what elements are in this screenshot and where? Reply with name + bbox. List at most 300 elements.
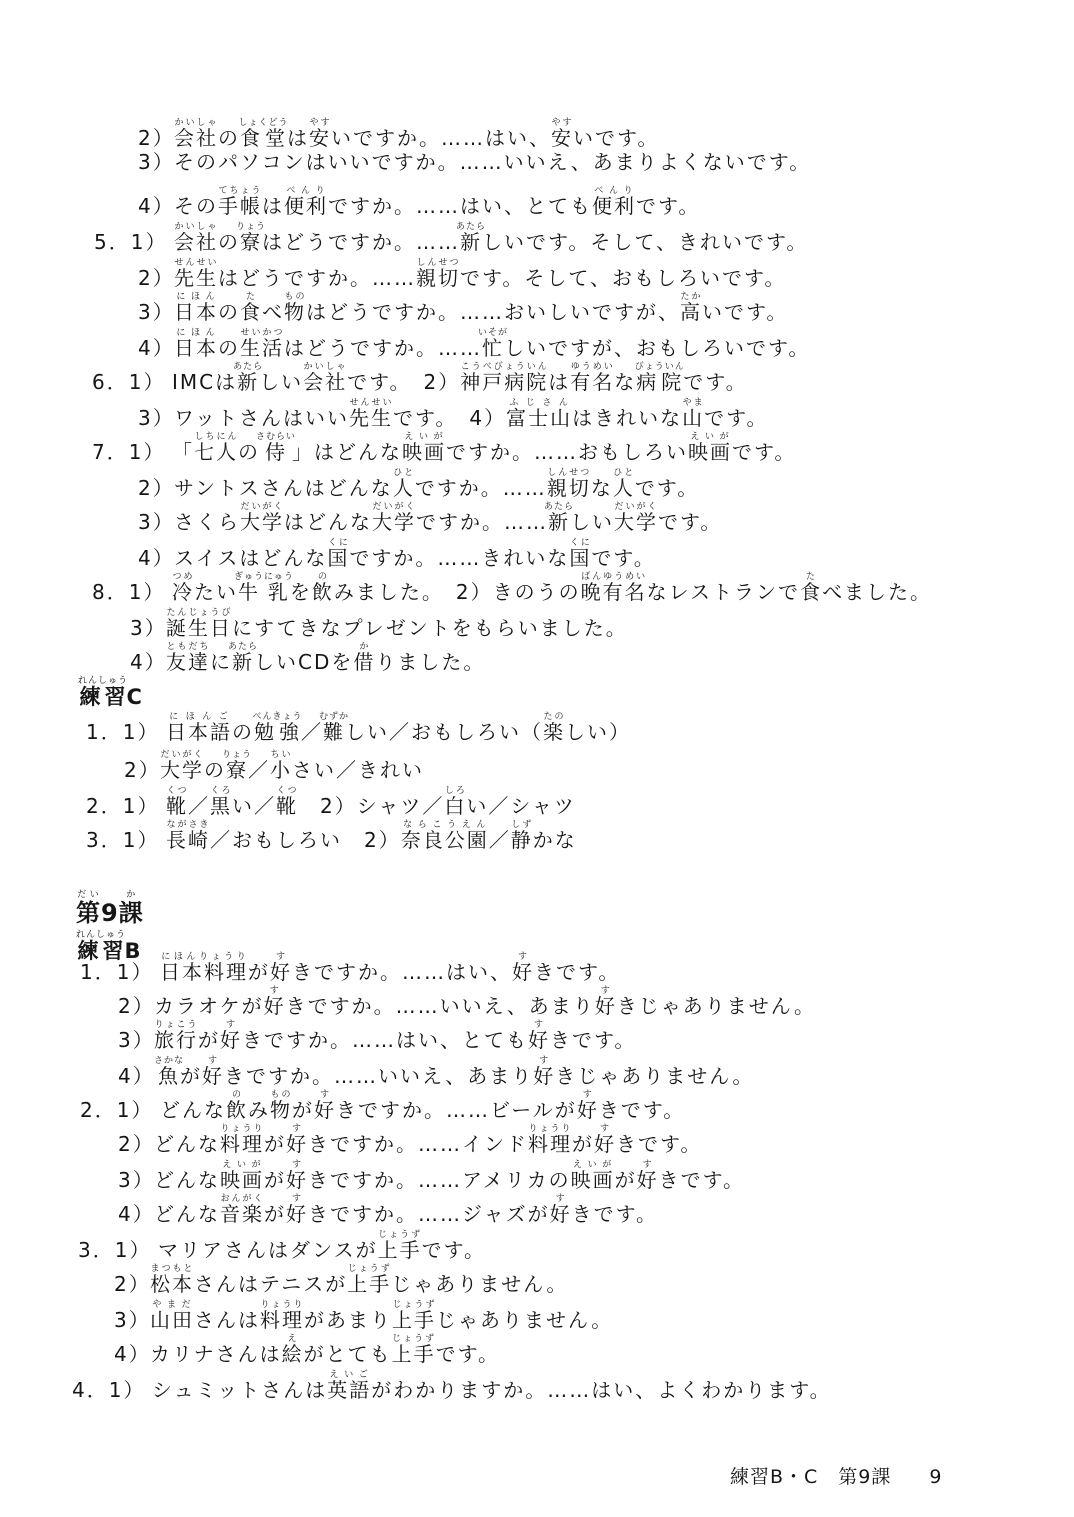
furigana-reading: あたら: [456, 222, 487, 232]
furigana-reading: りょこう: [154, 1020, 198, 1030]
furigana-word: 好す: [286, 1124, 308, 1156]
exercise-line: [130, 608, 628, 640]
exercise-line: [118, 1020, 637, 1052]
furigana-reading: りょうり: [528, 1124, 572, 1134]
furigana-word: 会社かいしゃ: [303, 362, 348, 394]
furigana-reading: えいが: [402, 432, 446, 442]
item-number: 1．1）: [80, 960, 154, 984]
furigana-reading: かいしゃ: [303, 362, 348, 372]
furigana-reading: くに: [569, 538, 592, 548]
furigana-word: 大学だいがく: [372, 502, 416, 534]
furigana-reading: じょうず: [347, 1264, 392, 1274]
furigana-word: 人ひと: [612, 468, 635, 500]
furigana-reading: くに: [327, 538, 350, 548]
exercise-line: [138, 152, 811, 176]
item-number: 5．1）: [94, 230, 168, 254]
furigana-reading: べんきょう: [252, 712, 303, 722]
exercise-line: [118, 986, 817, 1018]
item-text: IMCは新あたらしい会社かいしゃです。 2）神戸病院こうべびょういんは有名ゆうめいな病院びょういんです。: [172, 362, 748, 394]
furigana-word: 黒くろ: [210, 786, 232, 818]
item-number: 2．1）: [80, 1098, 154, 1122]
furigana-reading: りょう: [222, 750, 253, 760]
furigana-reading: りょうり: [260, 1300, 304, 1310]
item-number: 3）: [114, 1308, 151, 1332]
item-text: 大学だいがくの寮りょう／小ちいさい／きれい: [160, 750, 424, 782]
furigana-word: 大学だいがく: [614, 502, 658, 534]
furigana-reading: えいご: [327, 1370, 372, 1380]
exercise-line: [138, 398, 769, 430]
exercise-line: [86, 786, 576, 818]
furigana-word: 映画えいが: [570, 1160, 615, 1192]
heading-practice-b: 練習れんしゅうB: [76, 930, 142, 963]
furigana-word: 映画えいが: [688, 432, 732, 464]
furigana-word: 会社かいしゃ: [174, 118, 218, 150]
furigana-word: 忙いそが: [478, 328, 509, 360]
exercise-line: [114, 1300, 614, 1332]
furigana-word: 映画えいが: [220, 1160, 264, 1192]
furigana-word: 安やす: [551, 118, 574, 150]
furigana-reading: にほん: [174, 328, 218, 338]
furigana-word: 白しろ: [444, 786, 467, 818]
furigana-reading: す: [286, 1160, 308, 1170]
furigana-word: 寮りょう: [236, 222, 267, 254]
item-number: 3）: [138, 406, 175, 430]
furigana-word: 旅行りょこう: [154, 1020, 198, 1052]
furigana-word: 好す: [549, 1194, 572, 1226]
furigana-reading: ひと: [612, 468, 635, 478]
furigana-word: 新あたら: [456, 222, 487, 254]
furigana-word: 好す: [286, 1160, 308, 1192]
furigana-reading: しちにん: [194, 432, 238, 442]
furigana-word: 有名ゆうめい: [602, 572, 647, 604]
exercise-line: [118, 1194, 659, 1226]
furigana-word: 料理りょうり: [528, 1124, 572, 1156]
furigana-word: 人ひと: [392, 468, 415, 500]
item-number: 8．1）: [92, 580, 166, 604]
furigana-word: 大学だいがく: [240, 502, 284, 534]
item-number: 4）: [118, 1064, 155, 1088]
item-text: どんな飲のみ物ものが好すきですか。……ビールが好すきです。: [160, 1090, 686, 1122]
furigana-reading: かいしゃ: [174, 222, 218, 232]
furigana-word: 絵え: [281, 1334, 304, 1366]
furigana-word: 神戸病院こうべびょういん: [460, 362, 549, 394]
furigana-word: 新あたら: [228, 642, 259, 674]
furigana-reading: だいがく: [240, 502, 284, 512]
exercise-line: [92, 362, 748, 394]
item-number: 3）: [138, 300, 175, 324]
furigana-word: 大学だいがく: [160, 750, 204, 782]
item-text: サントスさんはどんな人ひとですか。……親切しんせつな人ひとです。: [174, 468, 700, 500]
item-text: 日本語にほんごの勉強べんきょう／難むずかしい／おもしろい（楽たのしい）: [166, 712, 632, 744]
furigana-reading: こうべびょういん: [460, 362, 549, 372]
furigana-word: 好す: [202, 1056, 224, 1088]
furigana-reading: た: [240, 292, 262, 302]
furigana-word: 好す: [286, 1194, 308, 1226]
item-text: 冷つめたい牛乳ぎゅうにゅうを飲のみました。 2）きのうの晩ばん有名ゆうめいなレストランで食たべました。: [172, 572, 933, 604]
furigana-reading: たか: [680, 292, 702, 302]
furigana-reading: す: [314, 1090, 336, 1100]
item-number: 2）: [124, 758, 161, 782]
furigana-word: 勉強べんきょう: [252, 712, 303, 744]
furigana-word: 食た: [240, 292, 262, 324]
furigana-reading: りょう: [236, 222, 267, 232]
exercise-line: [138, 468, 700, 500]
furigana-word: 有名ゆうめい: [570, 362, 615, 394]
furigana-reading: た: [800, 572, 823, 582]
furigana-word: 会社かいしゃ: [174, 222, 218, 254]
furigana-word: 牛乳ぎゅうにゅう: [234, 572, 294, 604]
furigana-reading: さかな: [154, 1056, 185, 1066]
lesson-rb-dai: 第: [76, 899, 101, 927]
furigana-word: 国くに: [569, 538, 592, 570]
furigana-reading: じょうず: [377, 1230, 422, 1240]
furigana-reading: ゆうめい: [602, 572, 647, 582]
item-number: 4．1）: [72, 1378, 146, 1402]
furigana-reading: せんせい: [349, 398, 393, 408]
furigana-word: 好す: [270, 952, 292, 984]
item-number: 4）: [130, 650, 167, 674]
furigana-word: 好す: [263, 986, 286, 1018]
furigana-reading: やす: [551, 118, 573, 128]
furigana-word: 新あたら: [544, 502, 575, 534]
item-number: 3．1）: [86, 828, 160, 852]
item-number: 7．1）: [92, 440, 166, 464]
furigana-reading: す: [594, 1124, 616, 1134]
heading-rt: れんしゅう: [76, 930, 127, 940]
furigana-word: 誕生日たんじょうび: [166, 608, 232, 640]
exercise-line: [114, 1264, 569, 1296]
furigana-reading: くろ: [210, 786, 232, 796]
furigana-word: 先生せんせい: [174, 258, 218, 290]
furigana-reading: まつもと: [150, 1264, 194, 1274]
lesson-rb-ka: 課: [118, 899, 144, 927]
item-text: 先生せんせいはどうですか。……親切しんせつです。そして、おもしろいです。: [174, 258, 787, 290]
exercise-line: [124, 750, 424, 782]
furigana-reading: ゆうめい: [570, 362, 615, 372]
exercise-line: [78, 1230, 487, 1262]
furigana-reading: えいが: [220, 1160, 264, 1170]
item-text: 友達ともだちに新あたらしいCDを借かりました。: [166, 642, 486, 674]
furigana-word: 山やま: [682, 398, 705, 430]
exercise-line: [118, 1056, 755, 1088]
furigana-word: 国くに: [327, 538, 350, 570]
furigana-reading: す: [636, 1160, 659, 1170]
item-number: 1．1）: [86, 720, 160, 744]
furigana-reading: か: [353, 642, 376, 652]
item-text: 日本にほんの生活せいかつはどうですか。……忙いそがしいですが、おもしろいです。: [174, 328, 811, 360]
furigana-word: 便利べんり: [592, 186, 636, 218]
exercise-line: [94, 222, 809, 254]
furigana-word: 映画えいが: [402, 432, 446, 464]
furigana-reading: てちょう: [218, 186, 262, 196]
furigana-word: 好す: [594, 986, 617, 1018]
furigana-word: 安やす: [309, 118, 332, 150]
furigana-reading: しんせつ: [416, 258, 460, 268]
item-text: カラオケが好すきですか。……いいえ、あまり好すきじゃありません。: [154, 986, 817, 1018]
furigana-reading: むずか: [319, 712, 350, 722]
furigana-reading: だいがく: [372, 502, 416, 512]
furigana-reading: ともだち: [166, 642, 210, 652]
furigana-word: 小ちい: [270, 750, 292, 782]
exercise-line: [130, 642, 486, 674]
furigana-word: 新あたら: [233, 362, 264, 394]
item-number: 3）: [118, 1168, 155, 1192]
furigana-word: 難むずか: [319, 712, 350, 744]
furigana-word: 音楽おんがく: [220, 1194, 264, 1226]
exercise-line: [138, 328, 811, 360]
item-number: 3）: [118, 1028, 155, 1052]
item-text: どんな料理りょうりが好すきですか。……インド料理りょうりが好すきです。: [154, 1124, 703, 1156]
item-text: 松本まつもとさんはテニスが上手じょうずじゃありません。: [150, 1264, 569, 1296]
furigana-word: 上手じょうず: [392, 1300, 436, 1332]
exercise-line: [138, 292, 789, 324]
item-number: 2）: [114, 1272, 151, 1296]
item-number: 4）: [118, 1202, 155, 1226]
furigana-word: 好す: [314, 1090, 336, 1122]
item-number: 3．1）: [78, 1238, 152, 1262]
furigana-word: 借か: [353, 642, 376, 674]
furigana-reading: りょうり: [220, 1124, 264, 1134]
furigana-reading: の: [311, 572, 334, 582]
exercise-line: [80, 1090, 686, 1122]
item-text: カリナさんは絵えがとても上手じょうずです。: [150, 1334, 501, 1366]
furigana-reading: じょうず: [392, 1300, 436, 1310]
furigana-word: 物もの: [270, 1090, 292, 1122]
furigana-word: 好す: [220, 1020, 242, 1052]
item-text: 長崎ながさき／おもしろい 2）奈良公園ならこうえん／静しずかな: [166, 820, 577, 852]
furigana-word: 上手じょうず: [347, 1264, 392, 1296]
furigana-word: 上手じょうず: [391, 1334, 436, 1366]
exercise-line: [92, 432, 797, 464]
item-text: さくら大学だいがくはどんな大学だいがくですか。……新あたらしい大学だいがくです。: [174, 502, 723, 534]
exercise-line: [118, 1124, 703, 1156]
furigana-reading: べんり: [284, 186, 328, 196]
exercise-line: [86, 712, 632, 744]
furigana-reading: しろ: [444, 786, 467, 796]
furigana-word: 先生せんせい: [349, 398, 393, 430]
item-number: 4）: [138, 546, 175, 570]
furigana-reading: しんせつ: [546, 468, 591, 478]
furigana-word: 生活せいかつ: [240, 328, 284, 360]
item-text: 靴くつ／黒くろい／靴くつ 2）シャツ／白しろい／シャツ: [166, 786, 576, 818]
furigana-word: 好す: [576, 1090, 599, 1122]
furigana-reading: だいがく: [614, 502, 658, 512]
item-text: どんな映画えいがが好すきですか。……アメリカの映画えいがが好すきです。: [154, 1160, 746, 1192]
item-number: 2）: [138, 266, 175, 290]
item-text: その手帳てちょうは便利べんりですか。……はい、とても便利べんりです。: [174, 186, 701, 218]
furigana-word: 冷つめ: [172, 572, 194, 604]
exercise-line: [138, 502, 723, 534]
furigana-reading: くつ: [276, 786, 298, 796]
furigana-word: 長崎ながさき: [166, 820, 210, 852]
item-text: マリアさんはダンスが上手じょうずです。: [158, 1230, 487, 1262]
furigana-reading: たんじょうび: [166, 608, 232, 618]
furigana-reading: おんがく: [220, 1194, 264, 1204]
furigana-reading: やす: [309, 118, 331, 128]
item-number: 2）: [138, 126, 175, 150]
furigana-word: 好す: [528, 1020, 550, 1052]
exercise-line: [92, 572, 933, 604]
furigana-word: 料理りょうり: [220, 1124, 264, 1156]
item-text: 誕生日たんじょうびにすてきなプレゼントをもらいました。: [166, 608, 628, 640]
item-text: ワットさんはいい先生せんせいです。 4）富士山ふじさんはきれいな山やまです。: [174, 398, 769, 430]
furigana-reading: す: [220, 1020, 242, 1030]
item-number: 3）: [138, 510, 175, 534]
furigana-reading: にほんりょうり: [160, 952, 248, 962]
furigana-reading: にほん: [174, 292, 218, 302]
item-number: 4）: [138, 336, 175, 360]
item-text: スイスはどんな国くにですか。……きれいな国くにです。: [174, 538, 656, 570]
furigana-word: 富士山ふじさん: [506, 398, 573, 430]
furigana-word: 靴くつ: [166, 786, 188, 818]
furigana-reading: もの: [270, 1090, 292, 1100]
furigana-word: 好す: [636, 1160, 659, 1192]
item-text: 会社かいしゃの寮りょうはどうですか。……新あたらしいです。そして、きれいです。: [174, 222, 809, 254]
furigana-reading: いそが: [478, 328, 509, 338]
furigana-reading: え: [281, 1334, 304, 1344]
furigana-word: 靴くつ: [276, 786, 298, 818]
furigana-reading: せんせい: [174, 258, 218, 268]
lesson-title: 第だい9課か: [76, 890, 144, 927]
furigana-word: 山田やまだ: [150, 1300, 194, 1332]
furigana-reading: さむらい: [256, 432, 297, 442]
furigana-reading: す: [286, 1194, 308, 1204]
furigana-reading: ちい: [270, 750, 292, 760]
furigana-reading: ばん: [580, 572, 603, 582]
exercise-line: [138, 538, 656, 570]
heading-rb: 練習: [78, 685, 129, 709]
furigana-reading: びょういん: [634, 362, 685, 372]
furigana-reading: しず: [510, 820, 533, 830]
furigana-word: 日本にほん: [174, 292, 218, 324]
furigana-reading: あたら: [228, 642, 259, 652]
exercise-line: [138, 118, 660, 150]
item-number: 2）: [118, 1132, 155, 1156]
heading-practice-c: 練習れんしゅうC: [78, 676, 143, 709]
furigana-word: 便利べんり: [284, 186, 328, 218]
exercise-line: [114, 1334, 501, 1366]
exercise-line: [86, 820, 577, 852]
furigana-word: 日本料理にほんりょうり: [160, 952, 248, 984]
item-number: 2．1）: [86, 794, 160, 818]
furigana-reading: す: [202, 1056, 224, 1066]
furigana-word: 好す: [594, 1124, 616, 1156]
furigana-word: 好す: [533, 1056, 556, 1088]
item-number: 3）: [138, 150, 175, 174]
furigana-reading: ひと: [392, 468, 415, 478]
item-text: 会社かいしゃの食堂しょくどうは安やすいですか。……はい、安やすいです。: [174, 118, 660, 150]
furigana-reading: す: [533, 1056, 556, 1066]
furigana-word: 日本にほん: [174, 328, 218, 360]
furigana-reading: す: [576, 1090, 599, 1100]
item-text: 日本料理にほんりょうりが好すきですか。……はい、好すきです。: [160, 952, 621, 984]
item-text: そのパソコンはいいですか。……いいえ、あまりよくないです。: [174, 150, 812, 174]
furigana-reading: ぎゅうにゅう: [234, 572, 294, 582]
exercise-line: [72, 1370, 832, 1402]
furigana-reading: じょうず: [391, 1334, 436, 1344]
furigana-word: 食堂しょくどう: [238, 118, 289, 150]
item-text: 魚さかなが好すきですか。……いいえ、あまり好すきじゃありません。: [154, 1056, 755, 1088]
furigana-word: 高たか: [680, 292, 702, 324]
furigana-reading: す: [286, 1124, 308, 1134]
furigana-word: 寮りょう: [222, 750, 253, 782]
furigana-reading: だいがく: [160, 750, 204, 760]
item-text: シュミットさんは英語えいごがわかりますか。……はい、よくわかります。: [152, 1370, 832, 1402]
furigana-reading: あたら: [544, 502, 575, 512]
furigana-reading: たの: [543, 712, 565, 722]
furigana-reading: くつ: [166, 786, 188, 796]
furigana-reading: あたら: [233, 362, 264, 372]
furigana-reading: にほんご: [166, 712, 232, 722]
furigana-reading: す: [594, 986, 617, 996]
furigana-word: 親切しんせつ: [416, 258, 460, 290]
furigana-word: 静しず: [510, 820, 533, 852]
furigana-reading: やまだ: [150, 1300, 194, 1310]
furigana-reading: もの: [284, 292, 306, 302]
page-number: 9: [929, 1466, 943, 1488]
furigana-reading: えいが: [570, 1160, 615, 1170]
exercise-line: [138, 186, 701, 218]
heading-rb: 練習: [76, 939, 127, 963]
furigana-word: 手帳てちょう: [218, 186, 262, 218]
furigana-word: 英語えいご: [327, 1370, 372, 1402]
furigana-reading: えいが: [688, 432, 732, 442]
furigana-reading: せいかつ: [240, 328, 284, 338]
furigana-word: 病院びょういん: [634, 362, 685, 394]
furigana-reading: す: [270, 952, 292, 962]
item-text: 「七人しちにんの侍さむらい」はどんな映画えいがですか。……おもしろい映画えいがです。: [172, 432, 797, 464]
furigana-word: 飲の: [226, 1090, 248, 1122]
furigana-reading: す: [528, 1020, 550, 1030]
furigana-reading: つめ: [172, 572, 194, 582]
item-number: 6．1）: [92, 370, 166, 394]
exercise-line: [118, 1160, 746, 1192]
lesson-rt-ka: か: [118, 890, 144, 900]
furigana-reading: す: [512, 952, 534, 962]
furigana-word: 松本まつもと: [150, 1264, 194, 1296]
furigana-word: 晩ばん: [580, 572, 603, 604]
item-number: 2）: [118, 994, 155, 1018]
page-footer: [730, 1462, 942, 1489]
furigana-word: 親切しんせつ: [546, 468, 591, 500]
furigana-reading: しょくどう: [238, 118, 289, 128]
item-number: 2）: [138, 476, 175, 500]
furigana-word: 日本語にほんご: [166, 712, 232, 744]
item-text: どんな音楽おんがくが好すきですか。……ジャズが好すきです。: [154, 1194, 659, 1226]
furigana-word: 友達ともだち: [166, 642, 210, 674]
furigana-word: 奈良公園ならこうえん: [400, 820, 489, 852]
furigana-word: 七人しちにん: [194, 432, 238, 464]
lesson-rt-dai: だい: [76, 890, 101, 900]
furigana-reading: の: [226, 1090, 248, 1100]
furigana-word: 侍さむらい: [256, 432, 297, 464]
furigana-reading: ふじさん: [506, 398, 573, 408]
furigana-reading: す: [263, 986, 286, 996]
furigana-word: 上手じょうず: [377, 1230, 422, 1262]
item-number: 4）: [138, 194, 175, 218]
item-number: 3）: [130, 616, 167, 640]
item-text: 山田やまださんは料理りょうりがあまり上手じょうずじゃありません。: [150, 1300, 614, 1332]
furigana-word: 物もの: [284, 292, 306, 324]
item-text: 旅行りょこうが好すきですか。……はい、とても好すきです。: [154, 1020, 637, 1052]
furigana-reading: ならこうえん: [400, 820, 489, 830]
furigana-word: 料理りょうり: [260, 1300, 304, 1332]
furigana-word: 飲の: [311, 572, 334, 604]
footer-section: 練習B・C 第9課: [730, 1466, 892, 1488]
furigana-word: 魚さかな: [154, 1056, 185, 1088]
exercise-line: [80, 952, 621, 984]
exercise-line: [138, 258, 787, 290]
